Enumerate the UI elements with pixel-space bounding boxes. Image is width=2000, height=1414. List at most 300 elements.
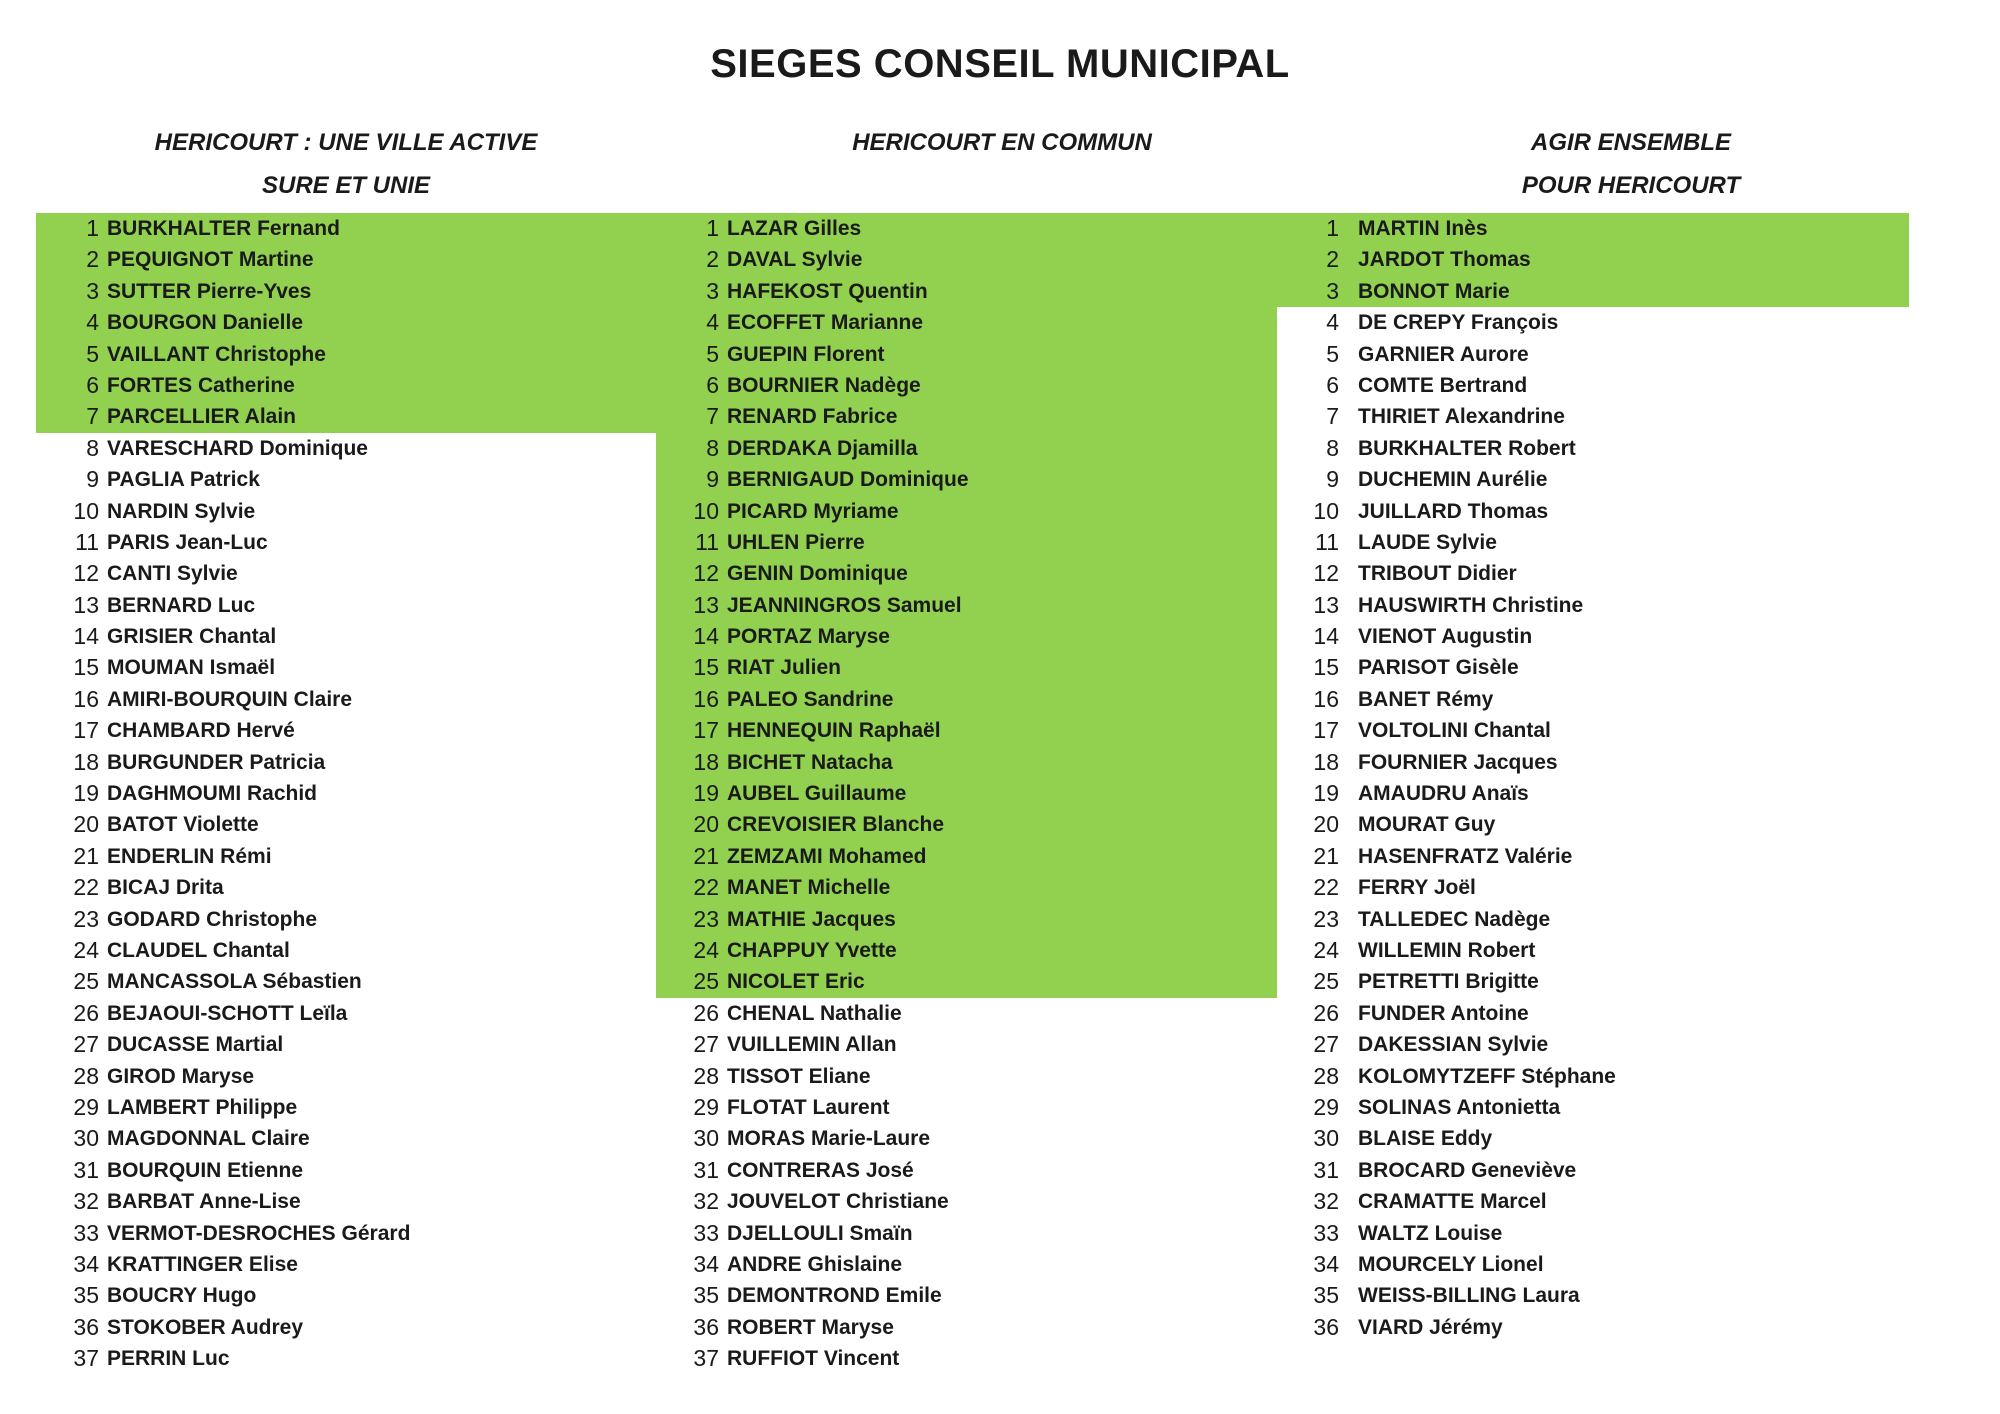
candidate-rank: 7 [86, 403, 99, 430]
candidate-rank: 3 [86, 277, 99, 304]
candidate-rank: 18 [1313, 748, 1339, 775]
candidate-rank: 21 [73, 842, 99, 869]
candidate-rank: 1 [1326, 215, 1339, 241]
candidate-rank: 19 [73, 780, 99, 807]
candidate-name: VUILLEMIN Allan [727, 1033, 897, 1057]
candidate-row [1277, 1092, 1909, 1123]
candidate-name: CONTRERAS José [727, 1158, 914, 1182]
candidate-rank: 19 [1313, 780, 1339, 807]
candidate-name: VERMOT-DESROCHES Gérard [107, 1221, 411, 1245]
candidate-row [36, 1218, 656, 1249]
candidate-rank: 12 [73, 560, 99, 587]
candidate-rank: 6 [706, 371, 719, 398]
candidate-name: WALTZ Louise [1358, 1221, 1503, 1245]
candidate-name: JARDOT Thomas [1358, 248, 1531, 272]
candidate-row [36, 496, 656, 527]
candidate-row [656, 684, 1277, 715]
candidate-row [36, 1280, 656, 1311]
candidate-row [36, 747, 656, 778]
candidate-rank: 31 [73, 1156, 99, 1183]
candidate-list-2 [656, 213, 1277, 1374]
candidate-row [36, 1249, 656, 1280]
candidate-name: PARIS Jean-Luc [107, 530, 268, 554]
candidate-name: JUILLARD Thomas [1358, 499, 1549, 523]
candidate-name: GUEPIN Florent [727, 342, 885, 366]
candidate-row [36, 401, 656, 432]
candidate-row [656, 558, 1277, 589]
candidate-name: RIAT Julien [727, 656, 841, 680]
candidate-rank: 23 [1313, 905, 1339, 932]
candidate-name: MORAS Marie-Laure [727, 1127, 931, 1151]
candidate-name: MOURCELY Lionel [1358, 1252, 1544, 1276]
candidate-rank: 16 [73, 685, 99, 712]
candidate-row [36, 904, 656, 935]
candidate-rank: 24 [73, 936, 99, 963]
candidate-name: CLAUDEL Chantal [107, 938, 290, 962]
candidate-row [656, 1186, 1277, 1217]
candidate-name: PERRIN Luc [107, 1347, 230, 1371]
list-heading-line: SURE ET UNIE [261, 172, 431, 199]
candidate-row [1277, 1312, 1909, 1343]
candidate-rank: 16 [693, 685, 719, 712]
candidate-row [656, 1343, 1277, 1374]
candidate-rank: 22 [693, 874, 719, 901]
candidate-row [1277, 1186, 1909, 1217]
candidate-name: DERDAKA Djamilla [727, 436, 918, 460]
candidate-row [656, 1123, 1277, 1154]
candidate-name: STOKOBER Audrey [107, 1315, 304, 1339]
list-heading-line: AGIR ENSEMBLE [1530, 129, 1731, 156]
candidate-name: AUBEL Guillaume [727, 782, 907, 806]
candidate-row [1277, 809, 1909, 840]
candidate-rank: 17 [693, 717, 719, 744]
candidate-row [1277, 935, 1909, 966]
candidate-row [1277, 401, 1909, 432]
candidate-row [1277, 998, 1909, 1029]
candidate-row [656, 276, 1277, 307]
candidate-rank: 37 [693, 1345, 719, 1372]
candidate-name: BATOT Violette [107, 813, 259, 837]
candidate-rank: 25 [73, 968, 99, 995]
candidate-row [656, 966, 1277, 997]
candidate-name: FORTES Catherine [107, 373, 295, 397]
candidate-name: BLAISE Eddy [1358, 1127, 1493, 1151]
candidate-rank: 8 [706, 434, 719, 461]
candidate-name: FOURNIER Jacques [1358, 750, 1558, 774]
candidate-name: ENDERLIN Rémi [107, 844, 272, 868]
candidate-row [656, 1218, 1277, 1249]
candidate-rank: 2 [86, 246, 99, 273]
candidate-row [656, 307, 1277, 338]
candidate-name: ANDRE Ghislaine [727, 1252, 903, 1276]
candidate-rank: 11 [695, 528, 719, 555]
candidate-rank: 15 [1313, 654, 1339, 681]
candidate-row [36, 935, 656, 966]
candidate-row [1277, 1155, 1909, 1186]
candidate-name: CREVOISIER Blanche [727, 813, 945, 837]
candidate-rank: 33 [73, 1219, 99, 1246]
candidate-rank: 2 [1326, 246, 1339, 273]
candidate-name: DAVAL Sylvie [727, 248, 863, 272]
candidate-row [1277, 213, 1909, 244]
candidate-name: LAZAR Gilles [727, 217, 862, 240]
candidate-row [36, 1123, 656, 1154]
candidate-rank: 22 [1313, 874, 1339, 901]
candidate-row [1277, 339, 1909, 370]
candidate-name: CANTI Sylvie [107, 562, 238, 586]
candidate-rank: 4 [86, 309, 99, 336]
candidate-rank: 35 [73, 1282, 99, 1309]
candidate-name: BICHET Natacha [727, 750, 893, 774]
candidate-rank: 8 [86, 434, 99, 461]
candidate-name: BOURNIER Nadège [727, 373, 921, 397]
candidate-row [36, 590, 656, 621]
candidate-name: VAILLANT Christophe [107, 342, 326, 366]
candidate-name: PALEO Sandrine [727, 687, 894, 711]
candidate-row [36, 527, 656, 558]
candidate-row [656, 401, 1277, 432]
candidate-name: JOUVELOT Christiane [727, 1190, 949, 1214]
candidate-row [36, 809, 656, 840]
candidate-name: AMIRI-BOURQUIN Claire [107, 687, 353, 711]
candidate-rank: 10 [1313, 497, 1339, 524]
candidate-rank: 3 [1326, 277, 1339, 304]
candidate-row [36, 307, 656, 338]
candidate-rank: 30 [693, 1125, 719, 1152]
candidate-row [656, 809, 1277, 840]
candidate-rank: 22 [73, 874, 99, 901]
candidate-rank: 21 [693, 842, 719, 869]
list-heading-line: POUR HERICOURT [1521, 172, 1741, 199]
candidate-name: DUCASSE Martial [107, 1033, 284, 1057]
candidate-row [36, 1029, 656, 1060]
candidate-rank: 32 [1313, 1188, 1339, 1215]
candidate-name: ECOFFET Marianne [727, 311, 924, 335]
candidate-row [36, 872, 656, 903]
list-heading-3 [1321, 121, 1941, 207]
candidate-rank: 4 [706, 309, 719, 336]
candidate-rank: 12 [693, 560, 719, 587]
candidate-rank: 2 [706, 246, 719, 273]
candidate-rank: 33 [693, 1219, 719, 1246]
candidate-row [656, 213, 1277, 244]
candidate-name: BARBAT Anne-Lise [107, 1190, 301, 1214]
candidate-name: MANET Michelle [727, 876, 891, 900]
candidate-rank: 1 [706, 215, 719, 241]
candidate-name: DE CREPY François [1358, 311, 1559, 335]
candidate-row [36, 433, 656, 464]
candidate-row [36, 1061, 656, 1092]
candidate-rank: 36 [1313, 1313, 1339, 1340]
candidate-name: UHLEN Pierre [727, 530, 865, 554]
candidate-row [36, 1312, 656, 1343]
candidate-name: BERNIGAUD Dominique [727, 468, 969, 492]
candidate-row [1277, 370, 1909, 401]
candidate-rank: 29 [73, 1093, 99, 1120]
candidate-row [1277, 904, 1909, 935]
candidate-name: RUFFIOT Vincent [727, 1347, 900, 1371]
candidate-rank: 33 [1313, 1219, 1339, 1246]
candidate-rank: 15 [73, 654, 99, 681]
candidate-rank: 9 [706, 466, 719, 493]
candidate-row [656, 464, 1277, 495]
candidate-name: TALLEDEC Nadège [1358, 907, 1551, 931]
candidate-rank: 7 [706, 403, 719, 430]
candidate-rank: 13 [73, 591, 99, 618]
candidate-row [656, 621, 1277, 652]
candidate-row [1277, 244, 1909, 275]
candidate-name: DAGHMOUMI Rachid [107, 782, 317, 806]
candidate-name: HAUSWIRTH Christine [1358, 593, 1584, 617]
candidate-rank: 3 [706, 277, 719, 304]
candidate-rank: 35 [693, 1282, 719, 1309]
candidate-rank: 28 [693, 1062, 719, 1089]
candidate-rank: 19 [693, 780, 719, 807]
candidate-row [656, 1312, 1277, 1343]
list-heading-line: HERICOURT : UNE VILLE ACTIVE [154, 129, 538, 156]
candidate-name: BONNOT Marie [1358, 279, 1510, 303]
candidate-rank: 6 [86, 371, 99, 398]
candidate-row [656, 778, 1277, 809]
list-heading-line: HERICOURT EN COMMUN [852, 129, 1152, 156]
candidate-name: MARTIN Inès [1358, 217, 1488, 240]
candidate-rank: 14 [693, 623, 719, 650]
candidate-rank: 13 [693, 591, 719, 618]
candidate-row [656, 935, 1277, 966]
candidate-rank: 14 [73, 623, 99, 650]
candidate-row [36, 1155, 656, 1186]
page-title: SIEGES CONSEIL MUNICIPAL [710, 42, 1290, 86]
candidate-row [36, 276, 656, 307]
candidate-rank: 1 [86, 215, 99, 241]
candidate-rank: 9 [86, 466, 99, 493]
candidate-row [36, 1186, 656, 1217]
candidate-row [1277, 276, 1909, 307]
candidate-rank: 34 [73, 1250, 99, 1277]
candidate-name: PETRETTI Brigitte [1358, 970, 1539, 994]
candidate-row [656, 433, 1277, 464]
candidate-rank: 20 [73, 811, 99, 838]
candidate-row [36, 652, 656, 683]
candidate-rank: 26 [693, 999, 719, 1026]
candidate-row [36, 558, 656, 589]
candidate-rank: 24 [693, 936, 719, 963]
candidate-rank: 14 [1313, 623, 1339, 650]
candidate-name: HENNEQUIN Raphaël [727, 719, 941, 743]
candidate-row [1277, 1123, 1909, 1154]
candidate-rank: 18 [693, 748, 719, 775]
candidate-name: HASENFRATZ Valérie [1358, 844, 1573, 868]
candidate-row [1277, 778, 1909, 809]
candidate-name: VOLTOLINI Chantal [1358, 719, 1551, 743]
candidate-row [656, 1280, 1277, 1311]
candidate-row [656, 496, 1277, 527]
candidate-rank: 25 [693, 968, 719, 995]
candidate-row [656, 1155, 1277, 1186]
candidate-row [656, 244, 1277, 275]
candidate-row [36, 715, 656, 746]
candidate-name: BROCARD Geneviève [1358, 1158, 1577, 1182]
candidate-row [1277, 558, 1909, 589]
candidate-name: PICARD Myriame [727, 499, 899, 523]
candidate-rank: 17 [1313, 717, 1339, 744]
candidate-name: MOURAT Guy [1358, 813, 1496, 837]
candidate-name: ZEMZAMI Mohamed [727, 844, 927, 868]
candidate-row [1277, 1061, 1909, 1092]
list-heading-2 [692, 121, 1312, 164]
candidate-name: PARISOT Gisèle [1358, 656, 1519, 680]
candidate-row [1277, 433, 1909, 464]
candidate-row [1277, 966, 1909, 997]
candidate-rank: 20 [1313, 811, 1339, 838]
candidate-name: NARDIN Sylvie [107, 499, 256, 523]
candidate-rank: 26 [73, 999, 99, 1026]
candidate-row [1277, 1218, 1909, 1249]
candidate-rank: 27 [693, 1031, 719, 1058]
candidate-name: CHENAL Nathalie [727, 1001, 902, 1025]
candidate-rank: 12 [1313, 560, 1339, 587]
candidate-name: GODARD Christophe [107, 907, 317, 931]
candidate-row [1277, 684, 1909, 715]
candidate-row [36, 1343, 656, 1374]
candidate-row [36, 998, 656, 1029]
candidate-rank: 9 [1326, 466, 1339, 493]
candidate-row [656, 652, 1277, 683]
candidate-name: VIARD Jérémy [1358, 1315, 1503, 1339]
candidate-name: PORTAZ Maryse [727, 625, 890, 649]
candidate-name: ROBERT Maryse [727, 1315, 894, 1339]
candidate-name: LAMBERT Philippe [107, 1095, 298, 1119]
candidate-row [1277, 496, 1909, 527]
candidate-rank: 32 [693, 1188, 719, 1215]
candidate-name: SUTTER Pierre-Yves [107, 279, 312, 303]
candidate-rank: 27 [73, 1031, 99, 1058]
candidate-rank: 28 [73, 1062, 99, 1089]
candidate-rank: 30 [73, 1125, 99, 1152]
candidate-name: THIRIET Alexandrine [1358, 405, 1565, 429]
candidate-name: COMTE Bertrand [1358, 373, 1528, 397]
candidate-name: DUCHEMIN Aurélie [1358, 468, 1548, 492]
candidate-name: TRIBOUT Didier [1358, 562, 1517, 586]
candidate-name: BANET Rémy [1358, 687, 1494, 711]
candidate-name: BERNARD Luc [107, 593, 256, 617]
candidate-name: GIROD Maryse [107, 1064, 255, 1088]
candidate-name: PEQUIGNOT Martine [107, 248, 314, 272]
candidate-name: GRISIER Chantal [107, 625, 277, 649]
candidate-rank: 8 [1326, 434, 1339, 461]
candidate-row [36, 778, 656, 809]
candidate-rank: 10 [73, 497, 99, 524]
candidate-rank: 31 [693, 1156, 719, 1183]
candidate-rank: 26 [1313, 999, 1339, 1026]
candidate-name: DJELLOULI Smaïn [727, 1221, 913, 1245]
candidate-rank: 5 [86, 340, 99, 367]
candidate-name: MAGDONNAL Claire [107, 1127, 310, 1151]
candidate-row [656, 1061, 1277, 1092]
candidate-name: SOLINAS Antonietta [1358, 1095, 1561, 1119]
candidate-rank: 6 [1326, 371, 1339, 398]
candidate-name: KRATTINGER Elise [107, 1252, 298, 1276]
candidate-row [36, 621, 656, 652]
candidate-name: BOUCRY Hugo [107, 1284, 257, 1308]
candidate-row [1277, 1029, 1909, 1060]
candidate-row [656, 1092, 1277, 1123]
candidate-rank: 11 [75, 528, 99, 555]
candidate-rank: 29 [693, 1093, 719, 1120]
candidate-name: FLOTAT Laurent [727, 1095, 890, 1119]
candidate-name: HAFEKOST Quentin [727, 279, 928, 303]
candidate-name: BOURGON Danielle [107, 311, 304, 335]
candidate-name: LAUDE Sylvie [1358, 530, 1497, 554]
candidate-row [656, 370, 1277, 401]
candidate-name: RENARD Fabrice [727, 405, 898, 429]
candidate-row [36, 1092, 656, 1123]
candidate-rank: 15 [693, 654, 719, 681]
candidate-row [1277, 872, 1909, 903]
candidate-rank: 34 [693, 1250, 719, 1277]
candidate-rank: 31 [1313, 1156, 1339, 1183]
candidate-name: FUNDER Antoine [1358, 1001, 1529, 1025]
candidate-row [656, 590, 1277, 621]
candidate-row [36, 213, 656, 244]
candidate-row [1277, 652, 1909, 683]
candidate-row [656, 872, 1277, 903]
candidate-rank: 20 [693, 811, 719, 838]
candidate-name: PARCELLIER Alain [107, 405, 297, 429]
candidate-rank: 7 [1326, 403, 1339, 430]
candidate-row [1277, 464, 1909, 495]
candidate-rank: 37 [73, 1345, 99, 1372]
candidate-rank: 13 [1313, 591, 1339, 618]
candidate-rank: 4 [1326, 309, 1339, 336]
candidate-rank: 25 [1313, 968, 1339, 995]
candidate-rank: 35 [1313, 1282, 1339, 1309]
candidate-row [1277, 621, 1909, 652]
candidate-row [656, 339, 1277, 370]
candidate-name: PAGLIA Patrick [107, 468, 260, 492]
candidate-row [36, 841, 656, 872]
candidate-rank: 21 [1313, 842, 1339, 869]
candidate-row [656, 1249, 1277, 1280]
candidate-row [1277, 1249, 1909, 1280]
candidate-row [1277, 590, 1909, 621]
candidate-rank: 16 [1313, 685, 1339, 712]
candidate-rank: 5 [1326, 340, 1339, 367]
candidate-rank: 27 [1313, 1031, 1339, 1058]
candidate-list-3 [1277, 213, 1909, 1343]
candidate-row [656, 841, 1277, 872]
candidate-row [1277, 841, 1909, 872]
candidate-row [656, 904, 1277, 935]
candidate-row [36, 370, 656, 401]
candidate-rank: 36 [73, 1313, 99, 1340]
candidate-row [1277, 1280, 1909, 1311]
candidate-name: MOUMAN Ismaël [107, 656, 276, 680]
candidate-name: DEMONTROND Emile [727, 1284, 942, 1308]
list-heading-1 [36, 121, 656, 207]
candidate-row [1277, 527, 1909, 558]
candidate-list-1 [36, 213, 656, 1374]
candidate-rank: 11 [1315, 528, 1339, 555]
candidate-name: TISSOT Eliane [727, 1064, 871, 1088]
candidate-row [656, 1029, 1277, 1060]
candidate-rank: 28 [1313, 1062, 1339, 1089]
candidate-rank: 23 [693, 905, 719, 932]
candidate-name: MANCASSOLA Sébastien [107, 970, 362, 994]
candidate-name: DAKESSIAN Sylvie [1358, 1033, 1549, 1057]
candidate-row [36, 966, 656, 997]
candidate-row [656, 527, 1277, 558]
